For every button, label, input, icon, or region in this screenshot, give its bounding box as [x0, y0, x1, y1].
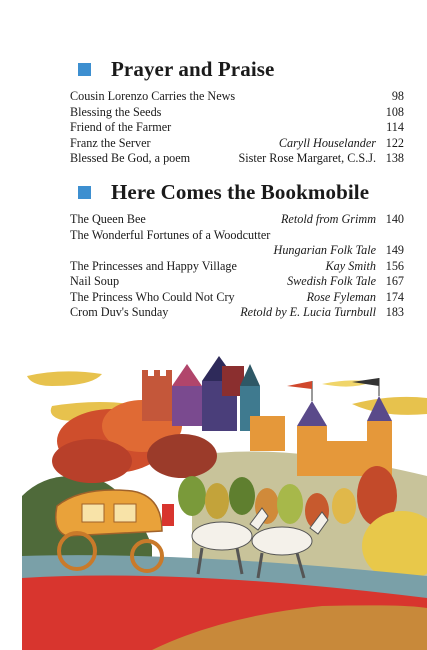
entry-page: 149 — [385, 243, 404, 257]
toc-entry[interactable] — [70, 136, 404, 152]
entry-title: Blessed Be God, a poem — [70, 151, 191, 165]
entry-title: Crom Duv's Sunday — [70, 305, 169, 319]
entry-title: Friend of the Farmer — [70, 120, 172, 134]
entry-page: 183 — [385, 305, 404, 319]
entry-page: 108 — [385, 104, 404, 119]
toc-entry[interactable] — [70, 228, 404, 244]
toc-entry[interactable] — [70, 274, 404, 290]
entry-page: 174 — [385, 289, 404, 304]
entry-author: Sister Rose Margaret, C.S.J. — [238, 151, 376, 165]
section-title: Prayer and Praise — [111, 56, 275, 81]
entry-page: 98 — [391, 89, 404, 103]
entry-page: 138 — [385, 151, 404, 165]
toc-entry[interactable] — [70, 89, 404, 105]
entry-author: Kay Smith — [325, 258, 376, 273]
entry-author: Retold from Grimm — [280, 212, 376, 226]
entry-page: 167 — [385, 274, 404, 288]
toc-entry[interactable] — [70, 305, 404, 321]
toc-entry-continuation[interactable] — [70, 243, 404, 259]
section-header — [78, 178, 369, 206]
entry-author: Rose Fyleman — [306, 289, 376, 304]
entry-page: 114 — [386, 120, 404, 134]
toc-entry[interactable] — [70, 120, 404, 136]
entry-title: Blessing the Seeds — [70, 104, 162, 119]
entry-page: 140 — [385, 212, 404, 226]
castle-right — [287, 378, 392, 476]
entry-title: The Princess Who Could Not Cry — [70, 289, 235, 304]
toc-entry[interactable] — [70, 151, 404, 167]
entry-author: Swedish Folk Tale — [287, 274, 376, 288]
entry-author: Caryll Houselander — [278, 135, 376, 150]
castle-and-royal-coach-illustration — [22, 346, 427, 650]
entry-title: Cousin Lorenzo Carries the News — [70, 89, 236, 103]
entry-title: The Princesses and Happy Village — [70, 258, 237, 273]
toc-entry[interactable] — [70, 259, 404, 275]
entry-author: Hungarian Folk Tale — [273, 243, 376, 257]
blue-square-bullet-icon — [78, 186, 91, 199]
entry-title: The Wonderful Fortunes of a Woodcutter — [70, 227, 271, 242]
entry-page: 156 — [385, 258, 404, 273]
section-header — [78, 55, 274, 83]
blue-square-bullet-icon — [78, 63, 91, 76]
toc-entry[interactable] — [70, 105, 404, 121]
entry-title: The Queen Bee — [70, 212, 146, 226]
toc-entry[interactable] — [70, 290, 404, 306]
toc-list — [70, 212, 404, 321]
entry-title: Nail Soup — [70, 274, 120, 288]
entry-page: 122 — [385, 135, 404, 150]
toc-entry[interactable] — [70, 212, 404, 228]
entry-author: Retold by E. Lucia Turnbull — [240, 305, 376, 319]
toc-list — [70, 89, 404, 167]
entry-title: Franz the Server — [70, 135, 151, 150]
section-title: Here Comes the Bookmobile — [111, 179, 370, 204]
